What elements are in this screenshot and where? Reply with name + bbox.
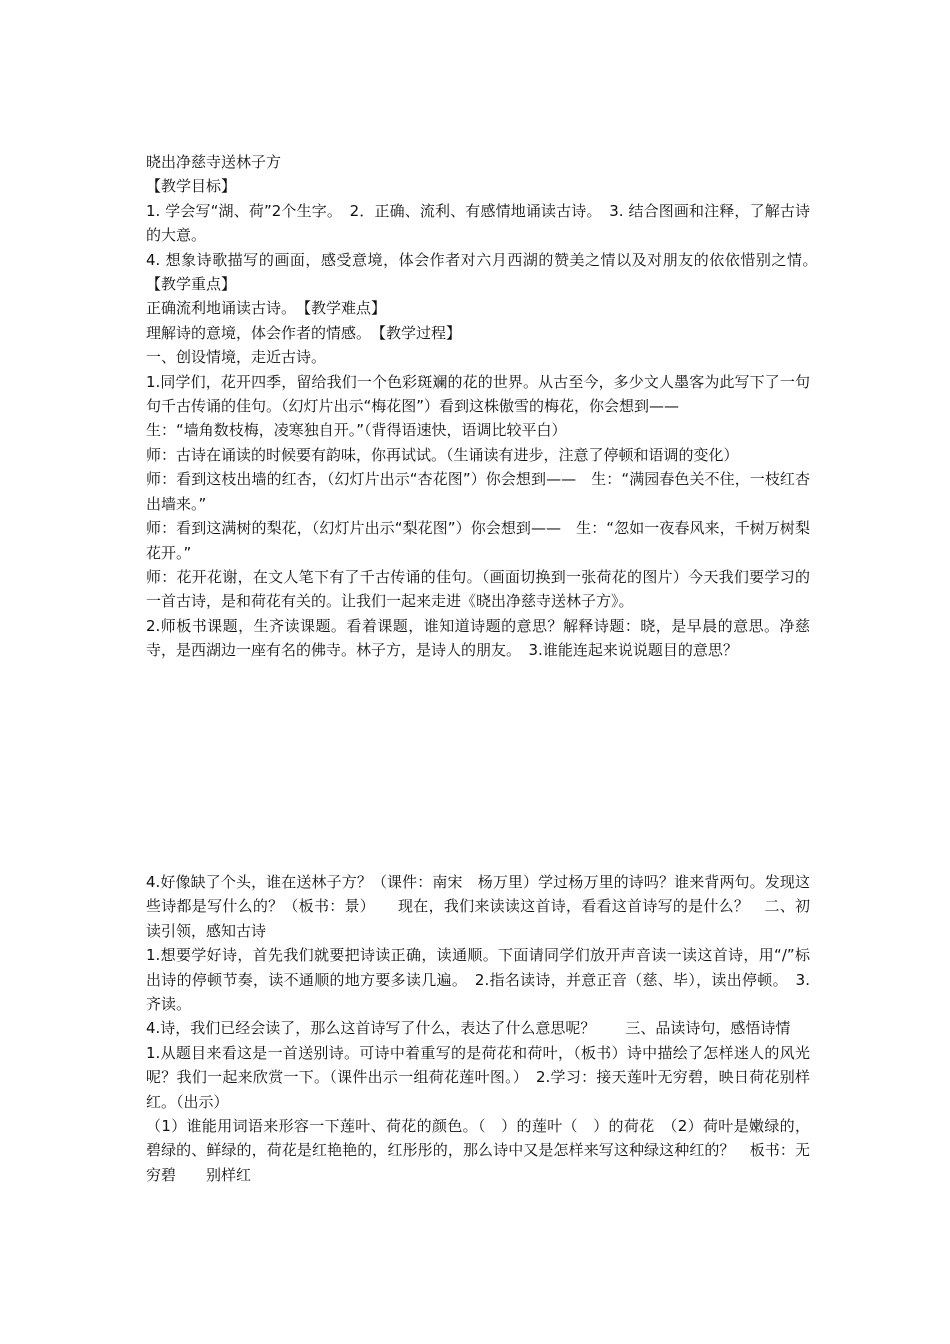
paragraph: 生：“墙角数枝梅，凌寒独自开。”（背得语速快，语调比较平白） [146,421,567,440]
paragraph: 1. 学会写“湖、荷”2个生字。 2．正确、流利、有感情地诵读古诗。 3. 结合图画和注释，了解古诗的大意。 [146,201,810,245]
paragraph: 1.从题目来看这是一首送别诗。可诗中着重写的是荷花和荷叶，（板书）诗中描绘了怎样迷人的风光呢？我们一起来欣赏一下。（课件出示一组荷花莲叶图。） 2.学习：接天莲叶无穷碧，映日荷花别样红。（出示） [146,1043,810,1111]
paragraph: 师：花开花谢，在文人笔下有了千古传诵的佳句。（画面切换到一张荷花的图片）今天我们要学习的一首古诗，是和荷花有关的。让我们一起来走进《晓出净慈寺送林子方》。 [146,567,810,611]
paragraph: 师：看到这枝出墙的红杏，（幻灯片出示“杏花图”）你会想到—— 生：“满园春色关不住，一枝红杏出墙来。” [146,470,810,513]
paragraph: 4.诗，我们已经会读了，那么这首诗写了什么，表达了什么意思呢？ 三、品读诗句，感悟诗情 [146,1019,791,1038]
paragraph: 4. 想象诗歌描写的画面，感受意境，体会作者对六月西湖的赞美之情以及对朋友的依依惜别之情。 【教学重点】 [146,250,826,294]
paragraph: 4.好像缺了个头，谁在送林子方？（课件：南宋 杨万里）学过杨万里的诗吗？谁来背两句。发现这些诗都是写什么的？（板书：景） 现在，我们来读读这首诗，看看这首诗写的是什么？ 二、初读引领，感知古诗 [146,873,810,940]
paragraph: 理解诗的意境，体会作者的情感。 【教学过程】 [146,323,462,342]
lesson-plan-part-1 [146,150,826,663]
lesson-title: 晓出净慈寺送林子方 [146,153,282,171]
paragraph: 1.同学们，花开四季，留给我们一个色彩斑斓的花的世界。从古至今，多少文人墨客为此写下了一句句千古传诵的佳句。（幻灯片出示“梅花图”）看到这株傲雪的梅花，你会想到—— [146,372,810,416]
paragraph: 正确流利地诵读古诗。 【教学难点】 [146,299,387,318]
paragraph: 1.想要学好诗，首先我们就要把诗读正确，读通顺。下面请同学们放开声音读一读这首诗，用“/”标出诗的停顿节奏，读不通顺的地方要多读几遍。 2.指名读诗，并意正音（慈、毕），读出停顿。 3.齐读。 [146,946,810,1014]
paragraph: 一、创设情境，走近古诗。 [146,348,327,367]
lesson-plan-part-2 [146,870,810,1187]
paragraph: 师：古诗在诵读的时候要有韵味，你再试试。（生诵读有进步，注意了停顿和语调的变化） [146,445,739,464]
paragraph: （1）谁能用词语来形容一下莲叶、荷花的颜色。（ ）的莲叶（ ）的荷花 （2）荷叶是嫩绿的，碧绿的、鲜绿的，荷花是红艳艳的，红彤彤的，那么诗中又是怎样来写这种绿这种红的？ 板书：无穷碧 别样红 [146,1117,810,1184]
paragraph: 师：看到这满树的梨花，（幻灯片出示“梨花图”）你会想到—— 生：“忽如一夜春风来，千树万树梨花开。” [146,519,810,562]
paragraph: 【教学目标】 [146,177,237,196]
paragraph: 2.师板书课题，生齐读课题。看着课题，谁知道诗题的意思？解释诗题：晓，是早晨的意思。净慈寺，是西湖边一座有名的佛寺。林子方，是诗人的朋友。 3.谁能连起来说说题目的意思？ [146,616,810,660]
